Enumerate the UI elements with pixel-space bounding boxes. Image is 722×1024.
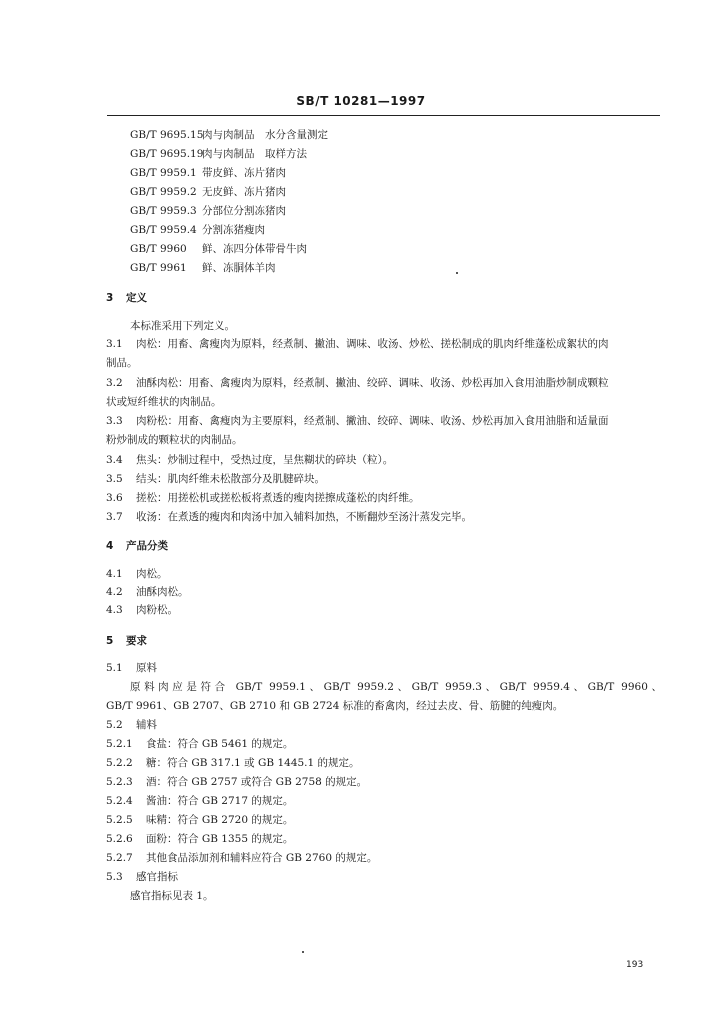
clause-number: 5.2.7 <box>106 852 133 864</box>
clause-number: 3.2 <box>106 377 123 389</box>
list-item-text: 糖：符合 GB 317.1 或 GB 1445.1 的规定。 <box>146 757 360 769</box>
list-item-text: 酱油：符合 GB 2717 的规定。 <box>146 795 294 807</box>
subsection-heading <box>106 870 178 884</box>
paragraph-continuation: GB/T 9961、GB 2707、GB 2710 和 GB 2724 标准的畜禽肉，经过去皮、骨、筋腱的纯瘦肉。 <box>106 700 564 712</box>
list-item-text: 面粉：符合 GB 1355 的规定。 <box>146 833 294 845</box>
reference-title: 肉与肉制品 水分含量测定 <box>202 129 328 141</box>
definition-item <box>106 491 420 505</box>
reference-item <box>130 204 286 218</box>
header-rule <box>107 115 660 116</box>
definition-text: 焦头：炒制过程中，受热过度，呈焦糊状的碎块（粒）。 <box>136 454 394 466</box>
clause-number: 5.3 <box>106 871 123 883</box>
definition-text: 收汤：在煮透的瘦肉和肉汤中加入辅料加热，不断翻炒至汤汁蒸发完毕。 <box>136 511 472 523</box>
reference-item <box>130 166 286 180</box>
reference-code: GB/T 9959.4 <box>130 224 197 236</box>
definition-item <box>106 376 609 390</box>
reference-item <box>130 261 276 275</box>
clause-number: 5.2.6 <box>106 833 133 845</box>
clause-number: 3.5 <box>106 473 123 485</box>
reference-code: GB/T 9959.2 <box>130 186 197 198</box>
definition-item <box>106 337 609 351</box>
reference-code: GB/T 9961 <box>130 262 187 274</box>
reference-title: 无皮鲜、冻片猪肉 <box>202 186 286 198</box>
section-heading <box>106 539 168 553</box>
list-item-text: 酒：符合 GB 2757 或符合 GB 2758 的规定。 <box>146 776 368 788</box>
scan-speck <box>456 272 458 274</box>
definition-item <box>106 414 609 428</box>
clause-number: 3.7 <box>106 511 123 523</box>
clause-number: 5.2.4 <box>106 795 133 807</box>
subsection-title: 感官指标 <box>136 871 178 883</box>
section-number: 3 <box>106 292 114 304</box>
list-item <box>106 813 293 827</box>
subsection-title: 辅料 <box>136 719 157 731</box>
clause-number: 5.2.3 <box>106 776 133 788</box>
list-item-text: 肉粉松。 <box>136 604 178 616</box>
paragraph-line: 感官指标见表 1。 <box>130 890 214 902</box>
list-item-text: 其他食品添加剂和辅料应符合 GB 2760 的规定。 <box>146 852 378 864</box>
list-item-text: 油酥肉松。 <box>136 586 189 598</box>
clause-number: 5.2.2 <box>106 757 133 769</box>
list-item-text: 味精：符合 GB 2720 的规定。 <box>146 814 294 826</box>
reference-item <box>130 128 328 142</box>
clause-number: 4.1 <box>106 568 123 580</box>
definition-text: 肉松：用畜、禽瘦肉为原料，经煮制、撇油、调味、收汤、炒松、搓松制成的肌肉纤维蓬松成絮状的肉 <box>136 338 609 350</box>
clause-number: 5.1 <box>106 662 123 674</box>
definition-text: 结头：肌肉纤维未松散部分及肌腱碎块。 <box>136 473 325 485</box>
list-item <box>106 832 293 846</box>
reference-code: GB/T 9695.19 <box>130 148 204 160</box>
subsection-heading <box>106 718 157 732</box>
reference-title: 分割冻猪瘦肉 <box>202 224 265 236</box>
definition-item <box>106 510 472 524</box>
reference-item <box>130 147 307 161</box>
standard-header: SB/T 10281—1997 <box>296 94 426 108</box>
definition-continuation: 状或短纤维状的肉制品。 <box>106 396 222 408</box>
list-item-text: 食盐：符合 GB 5461 的规定。 <box>146 738 294 750</box>
list-item <box>106 851 377 865</box>
clause-number: 5.2 <box>106 719 123 731</box>
reference-code: GB/T 9960 <box>130 243 187 255</box>
definition-continuation: 粉炒制成的颗粒状的肉制品。 <box>106 434 243 446</box>
clause-number: 3.3 <box>106 415 123 427</box>
list-item <box>106 756 360 770</box>
reference-title: 鲜、冻胴体羊肉 <box>202 262 276 274</box>
section-heading <box>106 634 147 648</box>
clause-number: 5.2.5 <box>106 814 133 826</box>
reference-title: 鲜、冻四分体带骨牛肉 <box>202 243 307 255</box>
scan-speck <box>302 951 304 953</box>
list-item <box>106 603 178 617</box>
reference-title: 带皮鲜、冻片猪肉 <box>202 167 286 179</box>
list-item <box>106 567 168 581</box>
list-item <box>106 775 367 789</box>
list-item <box>106 794 293 808</box>
reference-code: GB/T 9695.15 <box>130 129 204 141</box>
clause-number: 4.3 <box>106 604 123 616</box>
reference-title: 肉与肉制品 取样方法 <box>202 148 307 160</box>
reference-code: GB/T 9959.3 <box>130 205 197 217</box>
paragraph-line: 原料肉应是符合 GB/T 9959.1、GB/T 9959.2、GB/T 9959.3、GB/T 9959.4、GB/T 9960、 <box>130 681 662 693</box>
reference-item <box>130 242 307 256</box>
clause-number: 5.2.1 <box>106 738 133 750</box>
clause-number: 3.4 <box>106 454 123 466</box>
definition-item <box>106 453 393 467</box>
definition-text: 搓松：用搓松机或搓松板将煮透的瘦肉搓擦成蓬松的肉纤维。 <box>136 492 420 504</box>
clause-number: 3.1 <box>106 338 123 350</box>
section-number: 4 <box>106 540 114 552</box>
page-number: 193 <box>626 960 644 970</box>
section-number: 5 <box>106 635 114 647</box>
section-intro: 本标准采用下列定义。 <box>130 320 235 332</box>
list-item <box>106 737 293 751</box>
reference-item <box>130 185 286 199</box>
subsection-heading <box>106 661 157 675</box>
definition-text: 油酥肉松：用畜、禽瘦肉为原料，经煮制、撇油、绞碎、调味、收汤、炒松再加入食用油脂炒制成颗粒 <box>136 377 609 389</box>
section-heading <box>106 291 147 305</box>
section-title: 产品分类 <box>126 540 168 552</box>
reference-code: GB/T 9959.1 <box>130 167 197 179</box>
list-item <box>106 585 189 599</box>
definition-item <box>106 472 325 486</box>
section-title: 定义 <box>126 292 147 304</box>
definition-text: 肉粉松：用畜、禽瘦肉为主要原料，经煮制、撇油、绞碎、调味、收汤、炒松再加入食用油脂和适量面 <box>136 415 609 427</box>
definition-continuation: 制品。 <box>106 357 138 369</box>
clause-number: 4.2 <box>106 586 123 598</box>
section-title: 要求 <box>126 635 147 647</box>
reference-title: 分部位分割冻猪肉 <box>202 205 286 217</box>
reference-item <box>130 223 265 237</box>
subsection-title: 原料 <box>136 662 157 674</box>
clause-number: 3.6 <box>106 492 123 504</box>
list-item-text: 肉松。 <box>136 568 168 580</box>
